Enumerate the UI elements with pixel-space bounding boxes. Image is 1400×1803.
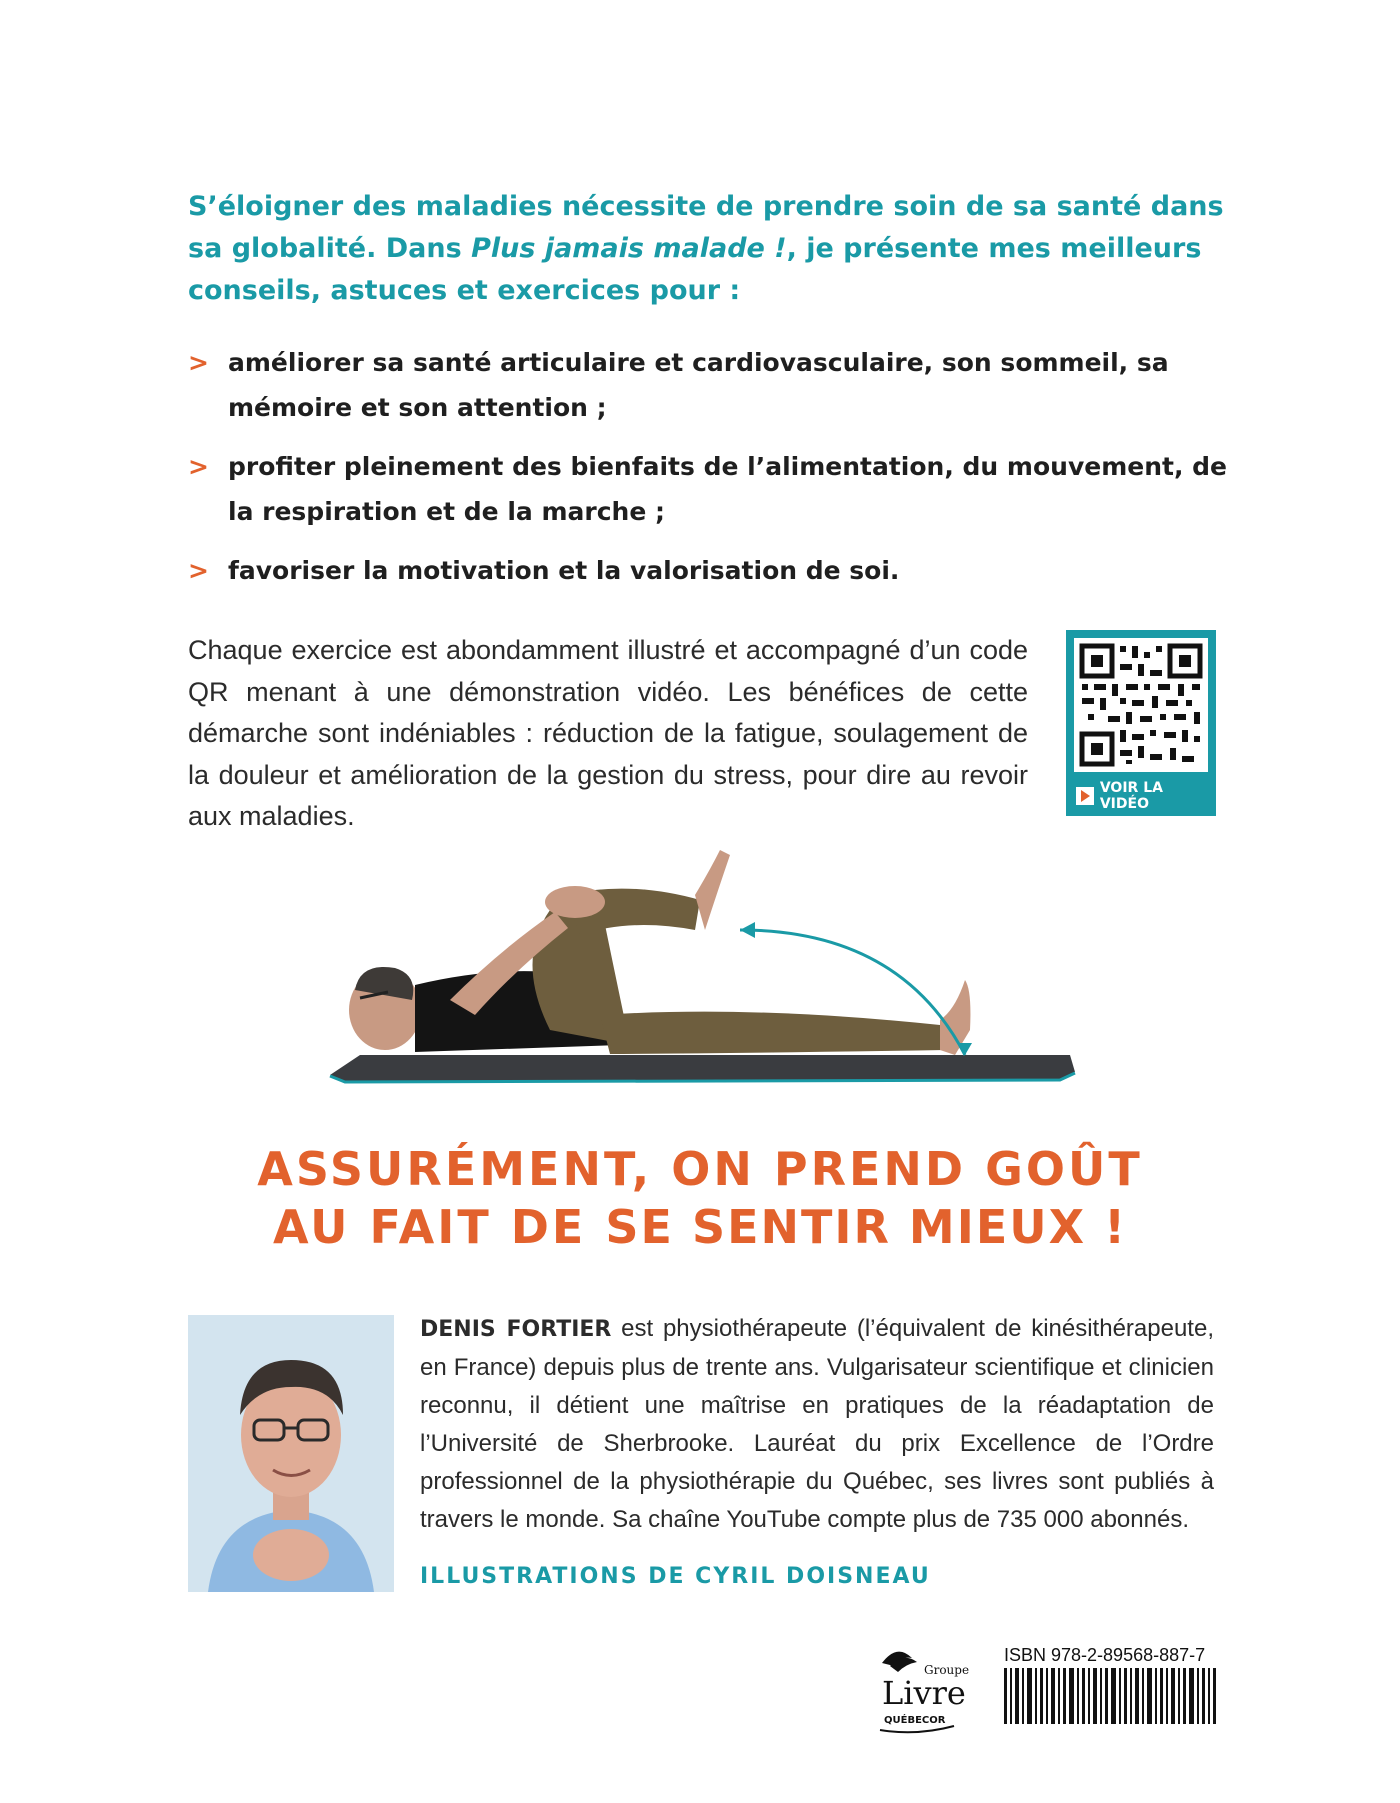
- headline-line2: [188, 1198, 1212, 1256]
- play-icon: [1076, 787, 1094, 805]
- headline: [188, 1140, 1212, 1256]
- intro-book-title: Plus jamais malade !: [471, 233, 787, 264]
- benefits-list: [188, 340, 1248, 607]
- watch-video-label: VOIR LA VIDÉO: [1099, 780, 1163, 812]
- qr-code[interactable]: [1074, 638, 1208, 772]
- intro-part2: , je présente mes meilleurs conseils, astuces et exercices pour :: [188, 233, 1202, 306]
- list-item: [188, 548, 1248, 593]
- publisher-groupe: Groupe: [924, 1663, 970, 1677]
- chevron-right-icon: >: [188, 556, 209, 585]
- illustrations-credit: ILLUSTRATIONS DE CYRIL DOISNEAU: [420, 1564, 931, 1589]
- publisher-logo: [862, 1638, 972, 1748]
- list-item-text: améliorer sa santé articulaire et cardiovasculaire, son sommeil, sa mémoire et son attention ;: [228, 348, 1169, 422]
- watch-video-link[interactable]: [1066, 780, 1216, 812]
- chevron-right-icon: >: [188, 348, 209, 377]
- headline-line2-start: AU FAIT DE: [272, 1200, 606, 1254]
- description-paragraph: Chaque exercice est abondamment illustré et accompagné d’un code QR menant à une démonstration vidéo. Les bénéfices de cette démarche sont indéniables : réduction de la fatigue, soulagement de la douleur et amélioration de la gestion du stress, pour dire au revoir aux maladies.: [188, 635, 1028, 831]
- isbn: ISBN 978-2-89568-887-7: [1004, 1645, 1206, 1665]
- chevron-right-icon: >: [188, 452, 209, 481]
- qr-code-graphic: [1074, 638, 1208, 772]
- author-bio-text: est physiothérapeute (l’équivalent de kinésithérapeute, en France) depuis plus de trente ans. Vulgarisateur scientifique et clinicien reconnu, il détient une maîtrise en pratiques de la réadaptation de l’Université de Sherbrooke. Lauréat du prix Excellence de l’Ordre professionnel de la physiothérapie du Québec, ses livres sont publiés à travers le monde. Sa chaîne YouTube compte plus de 735 000 abonnés.: [420, 1315, 1214, 1533]
- intro-part1: S’éloigner des maladies nécessite de prendre soin de sa santé dans sa globalité. Dans: [188, 191, 1224, 264]
- list-item-text: favoriser la motivation et la valorisation de soi.: [228, 556, 900, 585]
- list-item-text: profiter pleinement des bienfaits de l’alimentation, du mouvement, de la respiration et de la marche ;: [228, 452, 1227, 526]
- headline-emphasis: SE SENTIR MIEUX !: [605, 1200, 1128, 1254]
- barcode: [1004, 1668, 1216, 1724]
- headline-line1: ASSURÉMENT, ON PREND GOÛT: [257, 1142, 1143, 1196]
- author-bio: [420, 1310, 1214, 1539]
- author-photo: [188, 1315, 394, 1592]
- exercise-photo: [300, 840, 1100, 1110]
- list-item: [188, 340, 1248, 430]
- list-item: [188, 444, 1248, 534]
- qr-video-link[interactable]: [1066, 630, 1216, 816]
- author-name: DENIS FORTIER: [420, 1317, 612, 1342]
- publisher-livre: Livre: [882, 1674, 966, 1712]
- intro-text: [188, 186, 1228, 312]
- publisher-quebecor: QUÉBECOR: [884, 1715, 946, 1726]
